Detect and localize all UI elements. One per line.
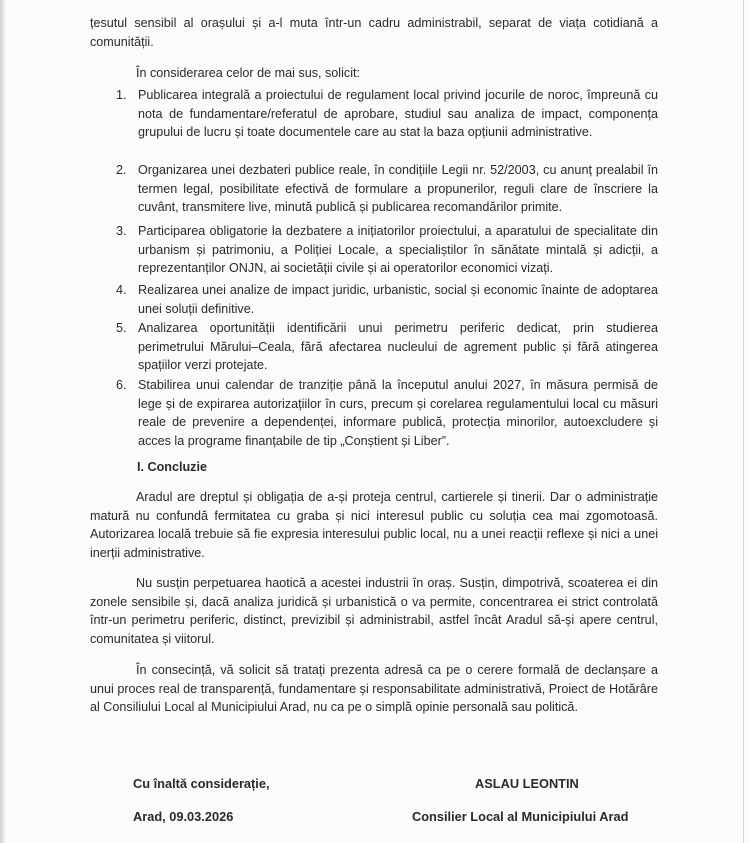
place-date: Arad, 09.03.2026 bbox=[133, 809, 234, 824]
list-text: Organizarea unei dezbateri publice reale, în condițiile Legii nr. 52/2003, cu anunț prealabil în termen legal, posibilitate efectivă de formulare a propunerilor, reguli clare de înscriere la cuvânt, transmitere live, minută publică și publicarea recomandărilor primite. bbox=[138, 163, 658, 215]
list-number: 2. bbox=[116, 163, 127, 177]
list-number: 1. bbox=[116, 88, 127, 102]
conclusion-paragraph: În consecință, vă solicit să tratați prezenta adresă ca pe o cerere formală de declanșare a unui proces real de transparență, fundamentare și responsabilitate administrativă, Proiect de Hotărâre al Consiliului Local al Municipiului Arad, nu ca pe o simplă opinie personală sau politică. bbox=[90, 663, 658, 715]
list-number: 4. bbox=[116, 283, 127, 297]
list-text: Participarea obligatorie la dezbatere a inițiatorilor proiectului, a aparatului de specialitate din urbanism și patrimoniu, a Poliției Locale, a specialiștilor în sănătate mintală și adicții, a reprezentanților ONJN, ai societății civile și ai operatorilor economici vizați. bbox=[138, 224, 658, 276]
list-number: 3. bbox=[116, 224, 127, 238]
signatory-role: Consilier Local al Municipiului Arad bbox=[412, 809, 629, 824]
list-text: Publicarea integrală a proiectului de regulament local privind jocurile de noroc, împreună cu nota de fundamentare/referatul de aprobare, studiul sau analiza de impact, componența grupului de lucru și toate documentele care au stat la baza opțiunii administrative. bbox=[138, 88, 658, 140]
list-number: 5. bbox=[116, 321, 127, 335]
conclusion-paragraph: Nu susțin perpetuarea haotică a acestei industrii în oraș. Susțin, dimpotrivă, scoaterea ei din zonele sensibile și, dacă analiza juridică și urbanistică o va permite, concentrarea ei strict controlată într-un perimetru periferic, distinct, previzibil și administrabil, astfel încât Aradul să-și apere centrul, comunitatea și viitorul. bbox=[90, 576, 658, 647]
signatory-name: ASLAU LEONTIN bbox=[475, 776, 579, 791]
list-text: Stabilirea unui calendar de tranziție până la începutul anului 2027, în măsura permisă de lege și de expirarea autorizațiilor în curs, precum și corelarea regulamentului local cu măsuri reale de prevenire a dependenței, informare publică, protecția minorilor, autoexcludere și acces la programe finanțabile de tip „Conștient și Liber”. bbox=[138, 378, 658, 449]
list-text: Analizarea oportunității identificării unui perimetru periferic dedicat, prin studierea perimetrului Mărului–Ceala, fără afectarea nucleului de agrement public și fără atingerea spațiilor verzi protejate. bbox=[138, 321, 658, 373]
closing-formula: Cu înaltă considerație, bbox=[133, 776, 270, 791]
request-intro: În considerarea celor de mai sus, solicit: bbox=[136, 66, 360, 80]
conclusion-paragraph: Aradul are dreptul și obligația de a-și proteja centrul, cartierele și tinerii. Dar o administrație matură nu confundă fermitatea cu graba și nici interesul public cu soluția cea mai zgomotoasă. Autorizarea locală trebuie să fie expresia interesului public local, nu a unei reacții reflexe și nici a unei inerții administrative. bbox=[90, 490, 658, 561]
conclusion-heading: I. Concluzie bbox=[137, 460, 207, 474]
intro-paragraph: țesutul sensibil al orașului și a-l muta într-un cadru administrabil, separat de viața cotidiană a comunității. bbox=[90, 16, 658, 49]
list-number: 6. bbox=[116, 378, 127, 392]
list-text: Realizarea unei analize de impact juridic, urbanistic, social și economic înainte de adoptarea unei soluții definitive. bbox=[138, 283, 658, 316]
